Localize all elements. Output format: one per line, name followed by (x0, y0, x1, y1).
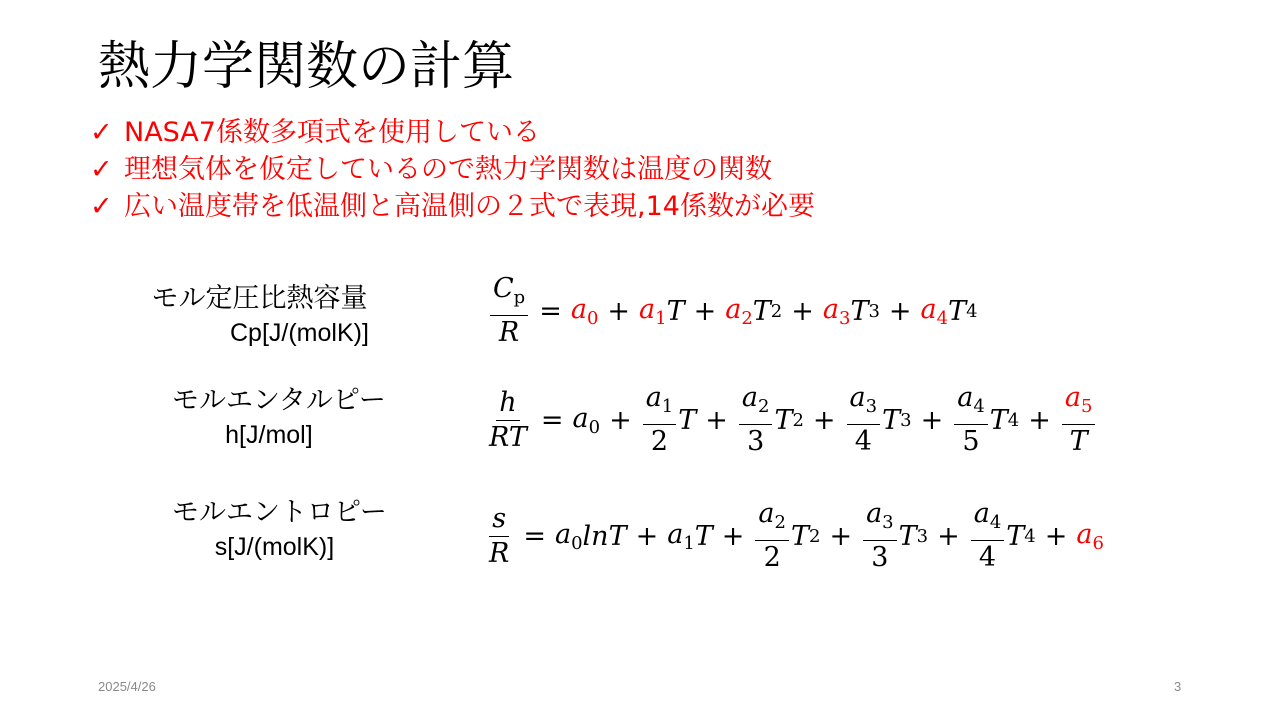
checkmark-icon: ✓ (90, 191, 113, 222)
bullet-list (90, 114, 815, 225)
bullet-text: 広い温度帯を低温側と高温側の２式で表現,14係数が必要 (124, 191, 815, 222)
cp-equation: $\frac{C_p}{R}$ = $a_0$ + $a_1$ T + $a_2$ T 2 + $a_3$ T 3 + $a_4$ T 4 (488, 274, 978, 348)
h-equation: $\frac{h}{RT}$ = $a_0$ + $\frac{a_1}{2}$ T + $\frac{a_2}{3}$ T 2 + $\frac{a_3}{4}$ T 3 + $\frac{a_4}{5}$ T 4 + $\frac{a_5}{T}$ (484, 383, 1097, 457)
slide-title: 熱力学関数の計算 (98, 37, 515, 97)
cp-unit: Cp[J/(molK)] (230, 319, 369, 347)
cp-lhs-fraction: $\frac{C_p}{R}$ (490, 274, 528, 348)
s-name: モルエントロピー (172, 497, 387, 528)
bullet-item (90, 188, 815, 225)
s-lhs-fraction: $\frac{s}{R}$ (489, 502, 510, 569)
cp-label (150, 282, 369, 350)
bullet-item (90, 151, 815, 188)
footer-page-number: 3 (1174, 679, 1182, 694)
h-label (172, 384, 386, 452)
s-equation: $\frac{s}{R}$ = $a_0$ ln T + $a_1$ T + $\frac{a_2}{2}$ T 2 + $\frac{a_3}{3}$ T 3 + $\frac{a_4}{4}$ T 4 + $a_6$ (484, 499, 1104, 573)
bullet-text: 理想気体を仮定しているので熱力学関数は温度の関数 (124, 154, 772, 185)
checkmark-icon: ✓ (90, 117, 113, 148)
bullet-text: NASA7係数多項式を使用している (124, 117, 540, 148)
cp-name: モル定圧比熱容量 (151, 283, 368, 314)
h-lhs-fraction: $\frac{h}{RT}$ (489, 386, 527, 453)
h-unit: h[J/mol] (225, 421, 313, 449)
s-unit: s[J/(molK)] (214, 533, 335, 561)
footer-date: 2025/4/26 (98, 679, 156, 694)
s-label (172, 496, 387, 564)
checkmark-icon: ✓ (90, 154, 113, 185)
bullet-item (90, 114, 815, 151)
h-name: モルエンタルピー (172, 385, 386, 416)
